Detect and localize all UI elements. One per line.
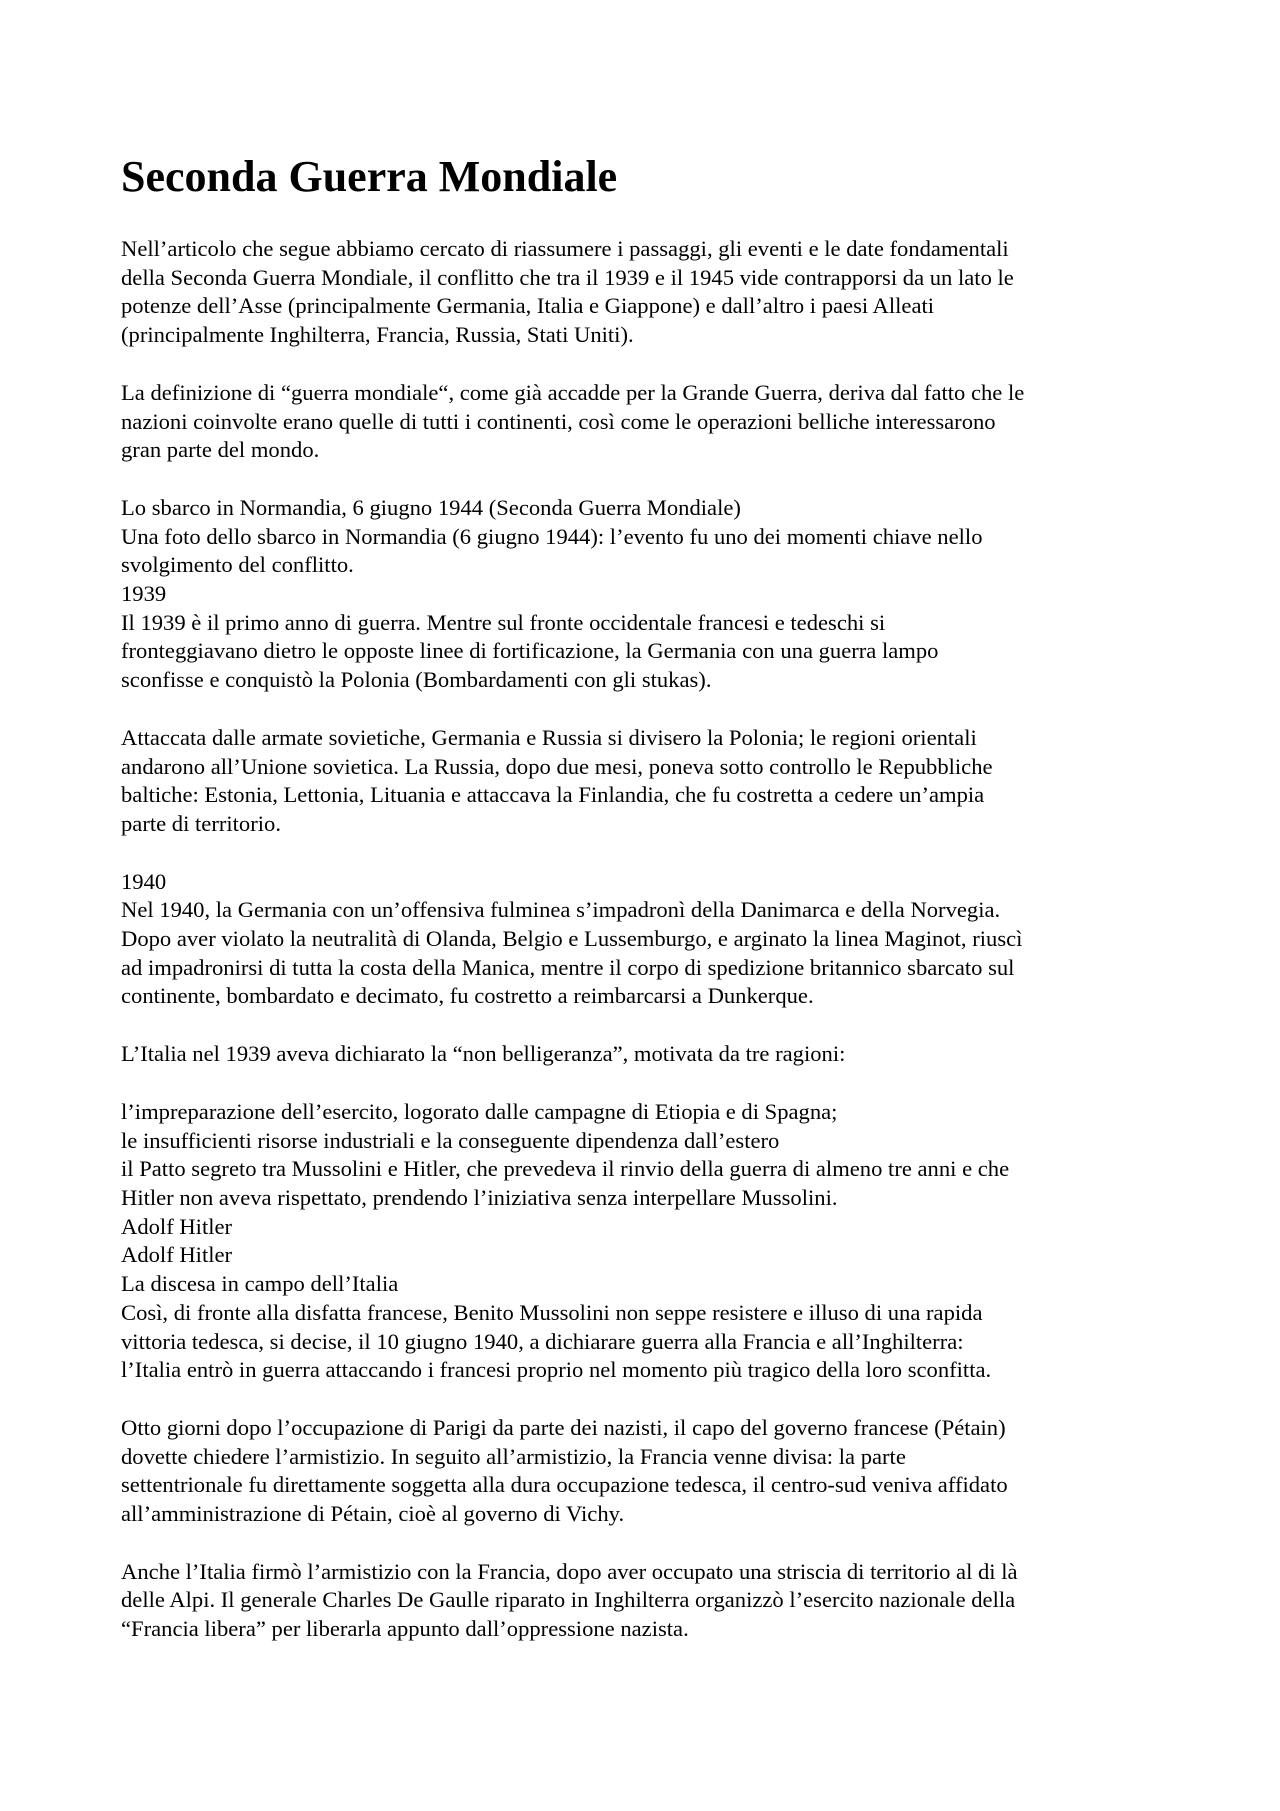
paragraph-de-gaulle: [121, 1558, 1171, 1644]
paragraph-definition: [121, 379, 1171, 465]
text-line: l’impreparazione dell’esercito, logorato dalle campagne di Etiopia e di Spagna;: [121, 1098, 838, 1124]
text-line: Dopo aver violato la neutralità di Olanda, Belgio e Lussemburgo, e arginato la linea Maginot, riuscì: [121, 926, 1023, 952]
text-line: gran parte del mondo.: [121, 437, 320, 463]
text-line: Una foto dello sbarco in Normandia (6 giugno 1944): l’evento fu uno dei momenti chiave nello: [121, 523, 983, 549]
text-line: svolgimento del conflitto.: [121, 552, 354, 578]
text-line: Anche l’Italia firmò l’armistizio con la Francia, dopo aver occupato una striscia di territorio al di là: [121, 1558, 1018, 1584]
text-line: Il 1939 è il primo anno di guerra. Mentre sul fronte occidentale francesi e tedeschi si: [121, 609, 886, 635]
text-line: l’Italia entrò in guerra attaccando i francesi proprio nel momento più tragico della loro sconfitta.: [121, 1357, 992, 1383]
text-line: delle Alpi. Il generale Charles De Gaulle riparato in Inghilterra organizzò l’esercito nazionale della: [121, 1587, 1016, 1613]
text-line: nazioni coinvolte erano quelle di tutti i continenti, così come le operazioni belliche interessarono: [121, 408, 996, 434]
section-heading-1939: 1939: [121, 581, 167, 607]
text-line: settentrionale fu direttamente soggetta alla dura occupazione tedesca, il centro-sud veniva affidato: [121, 1472, 1008, 1498]
paragraph-italy-neutrality: [121, 1040, 1171, 1069]
text-line: vittoria tedesca, si decise, il 10 giugno 1940, a dichiarare guerra alla Francia e all’Inghilterra:: [121, 1328, 964, 1354]
text-line: Hitler non aveva rispettato, prendendo l’iniziativa senza interpellare Mussolini.: [121, 1184, 838, 1210]
paragraph-poland: [121, 724, 1171, 839]
text-line: dovette chiedere l’armistizio. In seguito all’armistizio, la Francia venne divisa: la parte: [121, 1443, 906, 1469]
paragraph-armistice: [121, 1414, 1171, 1529]
text-line: andarono all’Unione sovietica. La Russia, dopo due mesi, poneva sotto controllo le Repubbliche: [121, 753, 993, 779]
text-line: L’Italia nel 1939 aveva dichiarato la “non belligeranza”, motivata da tre ragioni:: [121, 1041, 846, 1067]
image-caption: Adolf Hitler: [121, 1242, 233, 1268]
text-line: potenze dell’Asse (principalmente Germania, Italia e Giappone) e dall’altro i paesi Alleati: [121, 293, 935, 319]
text-line: La definizione di “guerra mondiale“, come già accadde per la Grande Guerra, deriva dal fatto che le: [121, 379, 1025, 405]
image-caption: Lo sbarco in Normandia, 6 giugno 1944 (Seconda Guerra Mondiale): [121, 494, 741, 520]
text-line: baltiche: Estonia, Lettonia, Lituania e attaccava la Finlandia, che fu costretta a cedere un’ampia: [121, 782, 985, 808]
text-line: continente, bombardato e decimato, fu costretto a reimbarcarsi a Dunkerque.: [121, 983, 814, 1009]
text-line: Otto giorni dopo l’occupazione di Parigi da parte dei nazisti, il capo del governo francese (Pétain): [121, 1414, 1006, 1440]
text-line: “Francia libera” per liberarla appunto dall’oppressione nazista.: [121, 1616, 689, 1642]
image-caption: Adolf Hitler: [121, 1213, 233, 1239]
text-line: sconfisse e conquistò la Polonia (Bombardamenti con gli stukas).: [121, 667, 712, 693]
document-page: [121, 150, 1171, 1644]
text-line: Così, di fronte alla disfatta francese, Benito Mussolini non seppe resistere e illuso di una rapida: [121, 1299, 983, 1325]
text-line: Attaccata dalle armate sovietiche, Germania e Russia si divisero la Polonia; le regioni orientali: [121, 724, 977, 750]
text-line: Nell’articolo che segue abbiamo cercato di riassumere i passaggi, gli eventi e le date fondamentali: [121, 236, 1009, 261]
text-line: (principalmente Inghilterra, Francia, Russia, Stati Uniti).: [121, 322, 634, 348]
paragraph-reasons: [121, 1098, 1171, 1385]
section-heading-italy: La discesa in campo dell’Italia: [121, 1271, 399, 1297]
text-line: all’amministrazione di Pétain, cioè al governo di Vichy.: [121, 1501, 625, 1527]
text-line: fronteggiavano dietro le opposte linee di fortificazione, la Germania con una guerra lampo: [121, 638, 939, 664]
document-title: Seconda Guerra Mondiale: [121, 152, 618, 201]
text-line: ad impadronirsi di tutta la costa della Manica, mentre il corpo di spedizione britannico sbarcato sul: [121, 954, 1015, 980]
text-line: il Patto segreto tra Mussolini e Hitler, che prevedeva il rinvio della guerra di almeno tre anni e che: [121, 1156, 1010, 1182]
text-line: della Seconda Guerra Mondiale, il conflitto che tra il 1939 e il 1945 vide contrapporsi da un lato le: [121, 264, 1014, 290]
paragraph-1939: [121, 494, 1171, 695]
text-line: le insufficienti risorse industriali e la conseguente dipendenza dall’estero: [121, 1127, 780, 1153]
text-line: Nel 1940, la Germania con un’offensiva fulminea s’impadronì della Danimarca e della Norvegia.: [121, 897, 1001, 923]
paragraph-1940: [121, 868, 1171, 1012]
paragraph-intro: [121, 235, 1171, 350]
section-heading-1940: 1940: [121, 868, 167, 894]
text-line: parte di territorio.: [121, 810, 281, 836]
